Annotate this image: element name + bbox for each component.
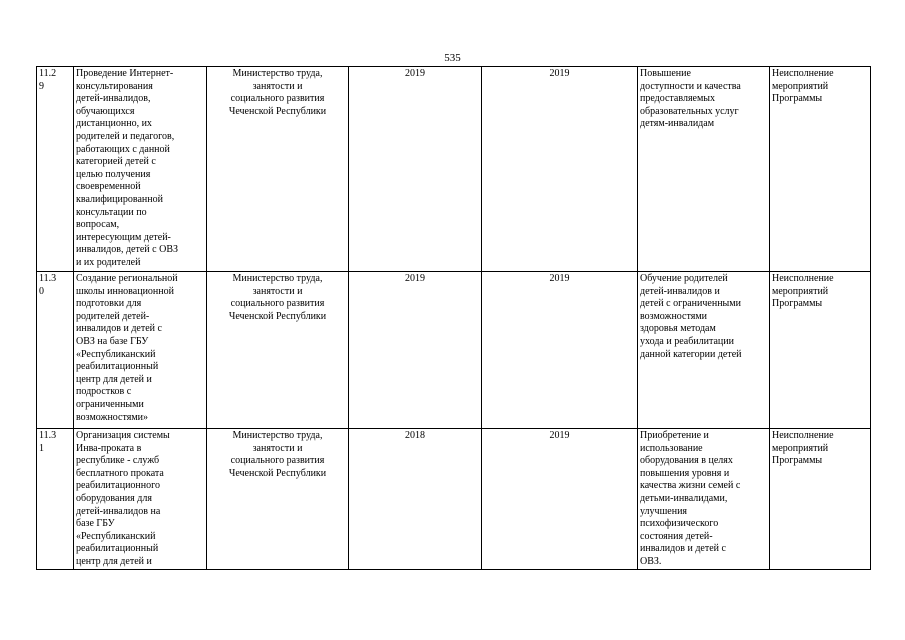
row-number: 11.2 9 <box>37 67 74 272</box>
table-row <box>37 429 871 570</box>
executor: Министерство труда, занятости и социального развития Чеченской Республики <box>207 67 349 272</box>
risk: Неисполнение мероприятий Программы <box>770 272 871 429</box>
page-number: 535 <box>444 52 461 64</box>
activity-description: Проведение Интернет- консультирования детей-инвалидов, обучающихся дистанционно, их родителей и педагогов, работающих с данной категорией детей с целью получения своевременной квалифицированной консультации по вопросам, интересующим детей- инвалидов, детей с ОВЗ и их родителей <box>74 67 207 272</box>
executor: Министерство труда, занятости и социального развития Чеченской Республики <box>207 429 349 570</box>
activity-description: Организация системы Инва-проката в республике - служб бесплатного проката реабилитационного оборудования для детей-инвалидов на базе ГБУ «Республиканский реабилитационный центр для детей и <box>74 429 207 570</box>
expected-result: Обучение родителей детей-инвалидов и детей с ограниченными возможностями здоровья методам ухода и реабилитации данной категории детей <box>638 272 770 429</box>
row-number: 11.3 0 <box>37 272 74 429</box>
end-year: 2019 <box>482 272 638 429</box>
activity-description: Создание региональной школы инновационной подготовки для родителей детей- инвалидов и детей с ОВЗ на базе ГБУ «Республиканский реабилитационный центр для детей и подростков с ограниченными возможностями» <box>74 272 207 429</box>
executor: Министерство труда, занятости и социального развития Чеченской Республики <box>207 272 349 429</box>
expected-result: Повышение доступности и качества предоставляемых образовательных услуг детям-инвалидам <box>638 67 770 272</box>
end-year: 2019 <box>482 67 638 272</box>
start-year: 2018 <box>349 429 482 570</box>
start-year: 2019 <box>349 272 482 429</box>
row-number: 11.3 1 <box>37 429 74 570</box>
expected-result: Приобретение и использование оборудования в целях повышения уровня и качества жизни семей с детьми-инвалидами, улучшения психофизического состояния детей- инвалидов и детей с ОВЗ. <box>638 429 770 570</box>
program-activities-table <box>36 66 871 570</box>
end-year: 2019 <box>482 429 638 570</box>
table-row <box>37 67 871 272</box>
start-year: 2019 <box>349 67 482 272</box>
table-row <box>37 272 871 429</box>
risk: Неисполнение мероприятий Программы <box>770 429 871 570</box>
risk: Неисполнение мероприятий Программы <box>770 67 871 272</box>
